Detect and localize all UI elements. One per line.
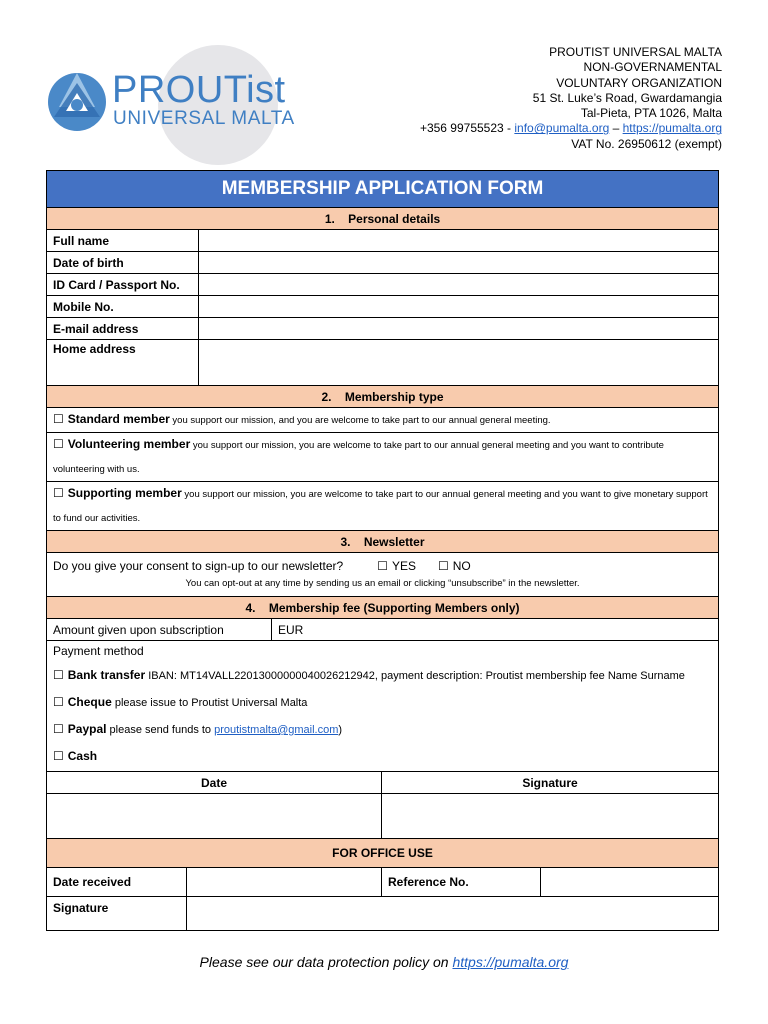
email-label: E-mail address — [47, 318, 199, 340]
standard-desc: you support our mission, and you are welcome to take part to our annual general meeting. — [169, 415, 551, 426]
logo — [40, 45, 300, 160]
home-address-label: Home address — [47, 340, 199, 386]
checkbox-icon[interactable]: ☐ — [53, 749, 64, 763]
dob-field[interactable] — [199, 252, 719, 274]
paypal-close: ) — [338, 724, 343, 736]
cheque-label: Cheque — [67, 695, 112, 709]
payment-cheque[interactable] — [53, 689, 712, 716]
standard-label: Standard member — [67, 412, 170, 426]
signature-field[interactable] — [382, 794, 719, 839]
newsletter-yes-option[interactable] — [377, 559, 416, 573]
org-type-line1: NON-GOVERNAMENTAL — [583, 60, 722, 75]
org-separator: – — [609, 121, 623, 136]
checkbox-icon[interactable]: ☐ — [53, 722, 64, 736]
bank-label: Bank transfer — [67, 668, 146, 682]
org-name: PROUTIST UNIVERSAL MALTA — [549, 45, 722, 59]
checkbox-icon[interactable]: ☐ — [437, 559, 449, 573]
checkbox-icon[interactable]: ☐ — [377, 559, 388, 573]
cheque-desc: please issue to Proutist Universal Malta — [111, 697, 308, 709]
logo-mark-icon — [46, 71, 108, 133]
full-name-label: Full name — [47, 230, 199, 252]
reference-no-field[interactable] — [541, 868, 719, 897]
footer-text: Please see our data protection policy on — [199, 954, 453, 970]
paypal-label: Paypal — [67, 722, 107, 736]
paypal-email-link[interactable]: proutistmalta@gmail.com — [214, 724, 339, 736]
section-personal-details: 1. Personal details — [47, 208, 719, 230]
membership-form — [46, 170, 719, 931]
yes-label: YES — [391, 559, 416, 573]
home-address-field[interactable] — [199, 340, 719, 386]
email-field[interactable] — [199, 318, 719, 340]
volunteer-label: Volunteering member — [67, 437, 191, 451]
amount-label: Amount given upon subscription — [47, 619, 272, 641]
no-label: NO — [452, 559, 471, 573]
checkbox-icon[interactable]: ☐ — [53, 695, 64, 709]
option-standard-member[interactable] — [47, 408, 719, 433]
org-type-line2: VOLUNTARY ORGANIZATION — [556, 75, 722, 90]
org-website-link[interactable]: https://pumalta.org — [622, 121, 722, 136]
checkbox-icon[interactable]: ☐ — [53, 437, 64, 451]
section-newsletter: 3. Newsletter — [47, 531, 719, 553]
dob-label: Date of birth — [47, 252, 199, 274]
full-name-field[interactable] — [199, 230, 719, 252]
logo-word-universal-malta: UNIVERSAL MALTA — [113, 108, 295, 129]
office-signature-field[interactable] — [187, 897, 719, 931]
cash-label: Cash — [67, 749, 98, 763]
checkbox-icon[interactable]: ☐ — [53, 486, 64, 500]
mobile-field[interactable] — [199, 296, 719, 318]
footer — [0, 954, 768, 970]
id-card-label: ID Card / Passport No. — [47, 274, 199, 296]
volunteer-desc: you support our mission, you are welcome to take part to our annual general meeting and you want to contribute volunteering with us. — [53, 440, 664, 475]
org-address2: Tal-Pieta, PTA 1026, Malta — [580, 106, 722, 121]
org-email-link[interactable]: info@pumalta.org — [514, 121, 610, 136]
checkbox-icon[interactable]: ☐ — [53, 412, 64, 426]
org-contact-line — [420, 121, 722, 136]
org-phone: +356 99755523 - — [419, 121, 515, 136]
newsletter-question: Do you give your consent to sign-up to our newsletter? — [53, 559, 344, 573]
date-header: Date — [47, 772, 382, 794]
date-received-label: Date received — [47, 868, 187, 897]
newsletter-row — [47, 553, 719, 597]
paypal-desc: please send funds to — [106, 724, 215, 736]
newsletter-note: You can opt-out at any time by sending us an email or clicking “unsubscribe” in the newsletter. — [185, 578, 580, 589]
org-vat: VAT No. 26950612 (exempt) — [571, 136, 722, 151]
section-membership-type: 2. Membership type — [47, 386, 719, 408]
form-title: MEMBERSHIP APPLICATION FORM — [47, 171, 719, 208]
payment-method-block — [47, 641, 719, 772]
section-membership-fee: 4. Membership fee (Supporting Members only) — [47, 597, 719, 619]
supporting-desc: you support our mission, you are welcome to take part to our annual general meeting and you want to give monetary support to fund our activities. — [53, 489, 708, 524]
footer-link[interactable]: https://pumalta.org — [452, 954, 569, 970]
bank-desc: IBAN: MT14VALL22013000000040026212942, payment description: Proutist membership fee Name Surname — [145, 670, 685, 682]
reference-no-label: Reference No. — [382, 868, 541, 897]
currency-label: EUR — [278, 622, 304, 637]
logo-word-proutist: PROUTist — [112, 69, 286, 111]
date-received-field[interactable] — [187, 868, 382, 897]
office-use-header: FOR OFFICE USE — [47, 839, 719, 868]
supporting-label: Supporting member — [67, 486, 182, 500]
checkbox-icon[interactable]: ☐ — [53, 668, 64, 682]
payment-cash[interactable] — [53, 743, 712, 769]
id-card-field[interactable] — [199, 274, 719, 296]
payment-bank-transfer[interactable] — [53, 662, 712, 689]
option-supporting-member[interactable] — [47, 482, 719, 531]
payment-paypal[interactable] — [53, 716, 712, 743]
option-volunteering-member[interactable] — [47, 433, 719, 482]
org-address1: 51 St. Luke’s Road, Gwardamangia — [532, 90, 722, 105]
office-signature-label: Signature — [47, 897, 187, 931]
signature-header: Signature — [382, 772, 719, 794]
org-info — [420, 45, 722, 152]
amount-field[interactable] — [272, 619, 719, 641]
payment-method-label: Payment method — [53, 644, 144, 658]
date-field[interactable] — [47, 794, 382, 839]
mobile-label: Mobile No. — [47, 296, 199, 318]
newsletter-no-option[interactable] — [438, 559, 471, 573]
